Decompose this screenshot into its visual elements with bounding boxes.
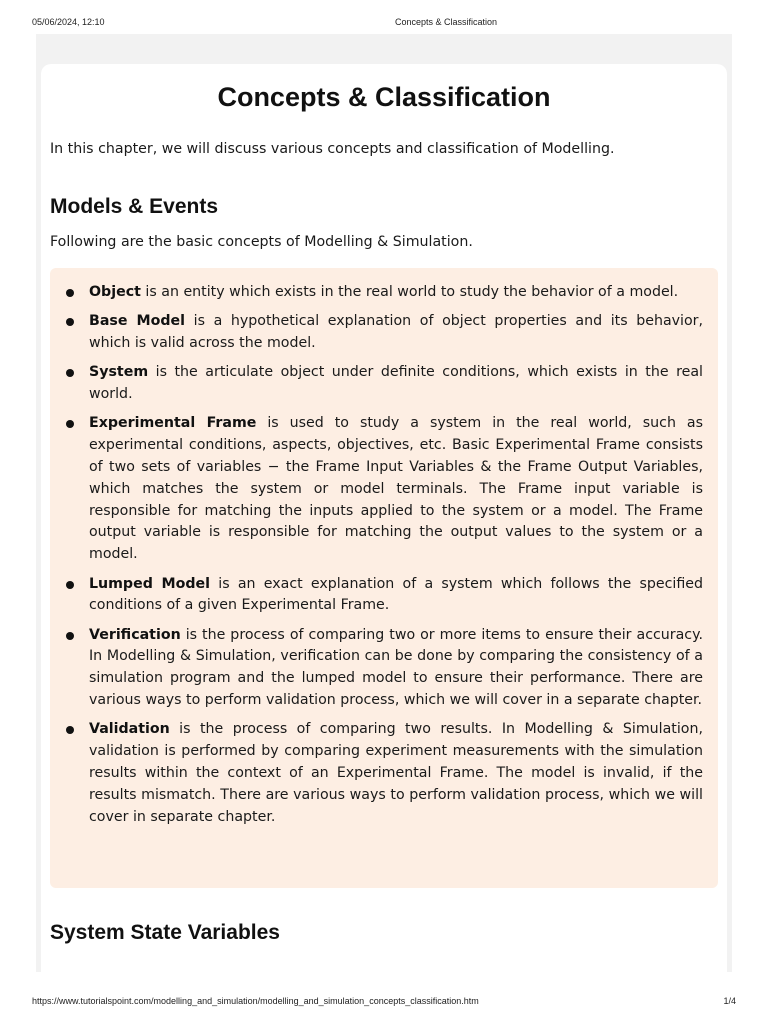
list-item — [89, 574, 703, 618]
print-page-number: 1/4 — [723, 996, 736, 1006]
section-heading-system-state-variables: System State Variables — [50, 921, 280, 944]
concept-term: Verification — [89, 626, 181, 643]
print-header — [0, 17, 768, 31]
section-heading-models-events: Models & Events — [50, 195, 219, 218]
print-url: https://www.tutorialspoint.com/modelling_and_simulation/modelling_and_simulation_concepts_classification.htm — [32, 996, 479, 1006]
list-item — [89, 625, 703, 712]
list-item — [89, 413, 703, 566]
print-footer — [0, 996, 768, 1010]
concept-term: Object — [89, 284, 141, 300]
bullet-icon — [66, 289, 74, 297]
bullet-icon — [66, 632, 74, 640]
concept-text: is an exact explanation of a system which follows the specified conditions of a given Experimental Frame. — [89, 575, 703, 614]
concept-text: is the articulate object under definite conditions, which exists in the real world. — [89, 364, 703, 403]
list-item — [89, 719, 703, 828]
intro-paragraph: In this chapter, we will discuss various concepts and classification of Modelling. — [50, 141, 615, 157]
concept-term: Base Model — [89, 313, 186, 330]
concept-term: Experimental Frame — [89, 415, 257, 432]
concept-term: Validation — [89, 721, 170, 738]
list-item — [89, 311, 703, 355]
list-item — [89, 282, 703, 304]
page-title: Concepts & Classification — [217, 82, 551, 112]
concept-term: Lumped Model — [89, 575, 211, 592]
concept-text: is the process of comparing two or more items to ensure their accuracy. In Modelling & Simulation, verification can be done by comparing the consistency of a simulation program and the lumped model to ensure their performance. There are various ways to perform validation process, which we will cover in a separate chapter. — [89, 626, 703, 709]
list-item — [89, 362, 703, 406]
concept-list — [89, 282, 703, 836]
print-doc-title: Concepts & Classification — [394, 17, 498, 27]
concept-text: is a hypothetical explanation of object properties and its behavior, which is valid across the model. — [89, 313, 704, 352]
concept-term: System — [89, 364, 149, 381]
section-lead: Following are the basic concepts of Modelling & Simulation. — [50, 234, 473, 250]
bullet-icon — [66, 581, 74, 589]
concept-text: is an entity which exists in the real world to study the behavior of a model. — [140, 284, 679, 300]
concept-text: is the process of comparing two results. In Modelling & Simulation, validation is performed by comparing experiment measurements with the simulation results within the context of an Experimental Frame. The model is invalid, if the results mismatch. There are various ways to perform validation process, which we will cover in separate chapter. — [89, 721, 703, 825]
print-datetime: 05/06/2024, 12:10 — [32, 17, 105, 27]
concept-text: is used to study a system in the real world, such as experimental conditions, aspects, objectives, etc. Basic Experimental Frame consists of two sets of variables − the Frame Input Variables & the Frame Output Variables, which matches the system or model terminals. The Frame input variable is responsible for matching the inputs applied to the system or a model. The Frame output variable is responsible for matching the output values to the system or a model. — [89, 415, 703, 563]
